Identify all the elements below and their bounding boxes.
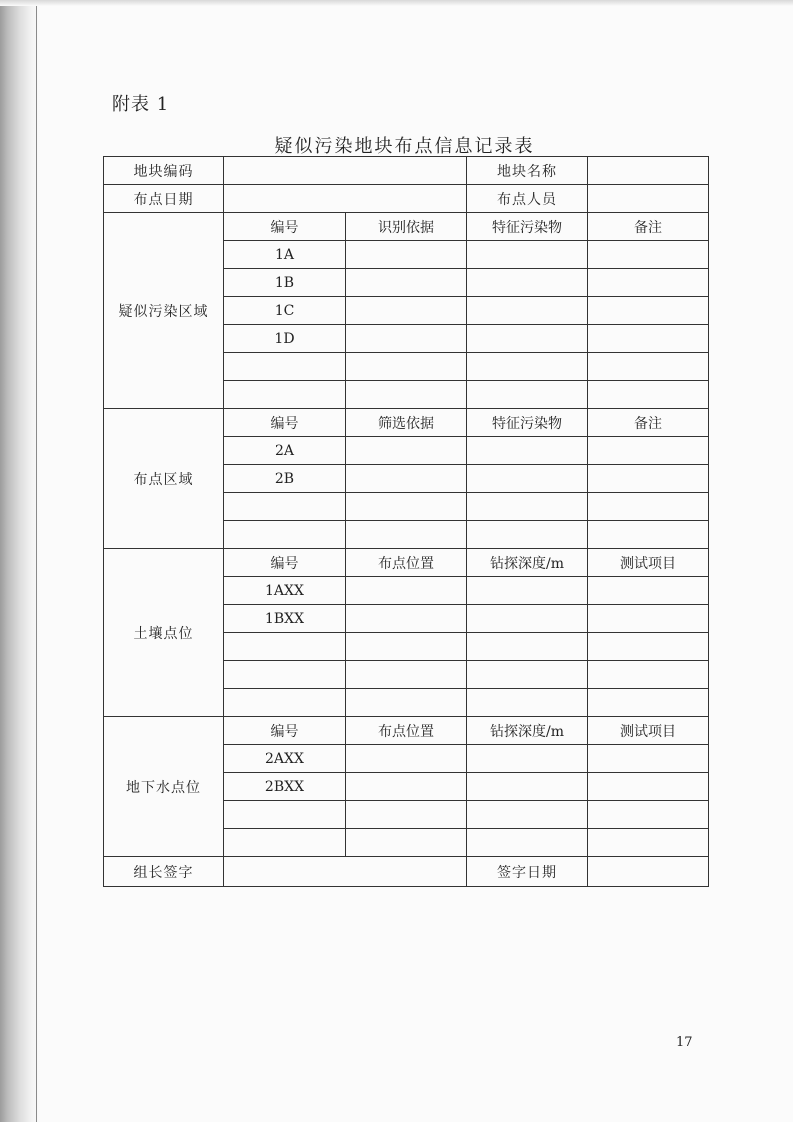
column-header: 备注 xyxy=(588,409,709,437)
entry-cell[interactable] xyxy=(346,437,467,465)
column-header: 特征污染物 xyxy=(467,409,588,437)
row-id-cell: 1B xyxy=(224,269,346,297)
row-id-cell xyxy=(224,829,346,857)
leader-signature-field[interactable] xyxy=(224,857,467,887)
column-header: 识别依据 xyxy=(346,213,467,241)
parcel-code-label: 地块编码 xyxy=(104,157,224,185)
column-header: 测试项目 xyxy=(588,549,709,577)
parcel-name-field[interactable] xyxy=(588,157,709,185)
row-id-cell: 2AXX xyxy=(224,745,346,773)
parcel-name-label: 地块名称 xyxy=(467,157,588,185)
suspected-area-header-row xyxy=(104,213,709,241)
entry-cell[interactable] xyxy=(346,297,467,325)
groundwater-points-label: 地下水点位 xyxy=(104,717,224,857)
row-id-cell: 1D xyxy=(224,325,346,353)
row-id-cell xyxy=(224,801,346,829)
entry-cell[interactable] xyxy=(346,465,467,493)
entry-cell[interactable] xyxy=(467,689,588,717)
scan-shadow-edge xyxy=(0,0,40,1122)
parcel-code-field[interactable] xyxy=(224,157,467,185)
scan-top-edge xyxy=(0,0,793,6)
sampling-area-header-row xyxy=(104,409,709,437)
entry-cell[interactable] xyxy=(467,605,588,633)
column-header: 测试项目 xyxy=(588,717,709,745)
row-id-cell: 2A xyxy=(224,437,346,465)
entry-cell[interactable] xyxy=(467,829,588,857)
entry-cell[interactable] xyxy=(467,521,588,549)
entry-cell[interactable] xyxy=(467,269,588,297)
column-header: 编号 xyxy=(224,549,346,577)
entry-cell[interactable] xyxy=(588,437,709,465)
entry-cell[interactable] xyxy=(346,577,467,605)
entry-cell[interactable] xyxy=(467,633,588,661)
row-id-cell: 1A xyxy=(224,241,346,269)
row-id-cell xyxy=(224,661,346,689)
leader-signature-label: 组长签字 xyxy=(104,857,224,887)
header-row-date xyxy=(104,185,709,213)
entry-cell[interactable] xyxy=(346,829,467,857)
entry-cell[interactable] xyxy=(467,801,588,829)
page-number: 17 xyxy=(676,1035,693,1050)
row-id-cell: 2B xyxy=(224,465,346,493)
row-id-cell xyxy=(224,689,346,717)
entry-cell[interactable] xyxy=(588,493,709,521)
entry-cell[interactable] xyxy=(467,353,588,381)
signature-date-field[interactable] xyxy=(588,857,709,887)
entry-cell[interactable] xyxy=(588,521,709,549)
column-header: 钻探深度/m xyxy=(467,549,588,577)
row-id-cell: 1C xyxy=(224,297,346,325)
entry-cell[interactable] xyxy=(588,801,709,829)
entry-cell[interactable] xyxy=(588,773,709,801)
entry-cell[interactable] xyxy=(588,353,709,381)
entry-cell[interactable] xyxy=(467,493,588,521)
groundwater-points-header-row xyxy=(104,717,709,745)
entry-cell[interactable] xyxy=(467,661,588,689)
entry-cell[interactable] xyxy=(467,577,588,605)
entry-cell[interactable] xyxy=(467,381,588,409)
entry-cell[interactable] xyxy=(346,493,467,521)
row-id-cell: 1BXX xyxy=(224,605,346,633)
entry-cell[interactable] xyxy=(346,353,467,381)
date-label: 布点日期 xyxy=(104,185,224,213)
personnel-label: 布点人员 xyxy=(467,185,588,213)
entry-cell[interactable] xyxy=(588,297,709,325)
row-id-cell: 2BXX xyxy=(224,773,346,801)
entry-cell[interactable] xyxy=(588,577,709,605)
entry-cell[interactable] xyxy=(588,745,709,773)
row-id-cell xyxy=(224,521,346,549)
column-header: 编号 xyxy=(224,717,346,745)
entry-cell[interactable] xyxy=(588,241,709,269)
entry-cell[interactable] xyxy=(588,661,709,689)
scan-edge-line xyxy=(36,0,37,1122)
entry-cell[interactable] xyxy=(346,521,467,549)
entry-cell[interactable] xyxy=(346,801,467,829)
entry-cell[interactable] xyxy=(588,829,709,857)
entry-cell[interactable] xyxy=(346,325,467,353)
entry-cell[interactable] xyxy=(467,745,588,773)
entry-cell[interactable] xyxy=(346,241,467,269)
entry-cell[interactable] xyxy=(588,605,709,633)
column-header: 编号 xyxy=(224,409,346,437)
soil-points-header-row xyxy=(104,549,709,577)
row-id-cell xyxy=(224,493,346,521)
entry-cell[interactable] xyxy=(346,661,467,689)
entry-cell[interactable] xyxy=(588,689,709,717)
column-header: 特征污染物 xyxy=(467,213,588,241)
record-table xyxy=(103,156,709,887)
entry-cell[interactable] xyxy=(346,605,467,633)
entry-cell[interactable] xyxy=(346,689,467,717)
row-id-cell xyxy=(224,633,346,661)
entry-cell[interactable] xyxy=(467,325,588,353)
row-id-cell xyxy=(224,381,346,409)
column-header: 布点位置 xyxy=(346,549,467,577)
appendix-label: 附表 1 xyxy=(112,94,170,115)
entry-cell[interactable] xyxy=(467,773,588,801)
suspected-area-label: 疑似污染区域 xyxy=(104,213,224,409)
entry-cell[interactable] xyxy=(467,465,588,493)
column-header: 备注 xyxy=(588,213,709,241)
column-header: 布点位置 xyxy=(346,717,467,745)
column-header: 编号 xyxy=(224,213,346,241)
signature-date-label: 签字日期 xyxy=(467,857,588,887)
footer-row xyxy=(104,857,709,887)
sections-body xyxy=(104,213,709,857)
row-id-cell: 1AXX xyxy=(224,577,346,605)
soil-points-label: 土壤点位 xyxy=(104,549,224,717)
row-id-cell xyxy=(224,353,346,381)
entry-cell[interactable] xyxy=(588,465,709,493)
entry-cell[interactable] xyxy=(588,325,709,353)
entry-cell[interactable] xyxy=(467,297,588,325)
entry-cell[interactable] xyxy=(588,381,709,409)
entry-cell[interactable] xyxy=(467,437,588,465)
entry-cell[interactable] xyxy=(346,381,467,409)
entry-cell[interactable] xyxy=(588,633,709,661)
entry-cell[interactable] xyxy=(346,745,467,773)
date-field[interactable] xyxy=(224,185,467,213)
header-row-parcel xyxy=(104,157,709,185)
form-title: 疑似污染地块布点信息记录表 xyxy=(274,136,535,157)
column-header: 筛选依据 xyxy=(346,409,467,437)
entry-cell[interactable] xyxy=(346,633,467,661)
entry-cell[interactable] xyxy=(467,241,588,269)
column-header: 钻探深度/m xyxy=(467,717,588,745)
entry-cell[interactable] xyxy=(346,773,467,801)
entry-cell[interactable] xyxy=(346,269,467,297)
personnel-field[interactable] xyxy=(588,185,709,213)
entry-cell[interactable] xyxy=(588,269,709,297)
sampling-area-label: 布点区域 xyxy=(104,409,224,549)
